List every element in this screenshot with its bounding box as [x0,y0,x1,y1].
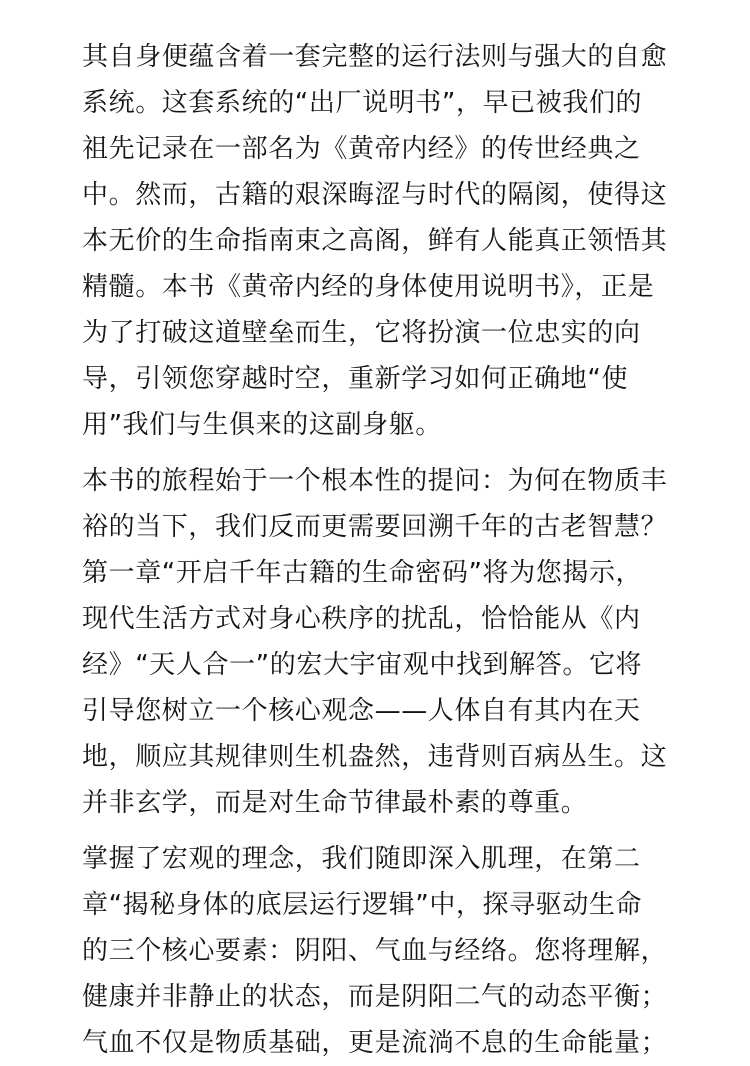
text-line: 中。然而，古籍的艰深晦涩与时代的隔阂，使得这 [82,180,668,210]
text-line: 系统。这套系统的“出厂说明书”，早已被我们的 [82,88,643,118]
text-line: 导，引领您穿越时空，重新学习如何正确地“使 [82,364,629,394]
text-line: 其自身便蕴含着一套完整的运行法则与强大的自愈 [82,42,668,72]
text-line: 的三个核心要素：阴阳、气血与经络。您将理解， [82,936,668,966]
text-line: 第一章“开启千年古籍的生命密码”将为您揭示， [82,558,643,588]
text-line: 引导您树立一个核心观念——人体自有其内在天 [82,696,641,726]
text-line: 现代生活方式对身心秩序的扰乱，恰恰能从《内 [82,604,641,634]
text-line: 裕的当下，我们反而更需要回溯千年的古老智慧？ [82,512,668,542]
paragraph-1 [82,34,682,448]
text-line: 祖先记录在一部名为《黄帝内经》的传世经典之 [82,134,641,164]
text-line: 章“揭秘身体的底层运行逻辑”中，探寻驱动生命 [82,890,643,920]
document-page [82,34,682,1058]
paragraph-2 [82,458,682,826]
text-line: 本无价的生命指南束之高阁，鲜有人能真正领悟其 [82,226,668,256]
text-line: 并非玄学，而是对生命节律最朴素的尊重。 [82,788,588,818]
text-line: 气血不仅是物质基础，更是流淌不息的生命能量； [82,1028,668,1058]
text-line: 掌握了宏观的理念，我们随即深入肌理，在第二 [82,844,641,874]
text-line: 精髓。本书《黄帝内经的身体使用说明书》，正是 [82,272,655,302]
text-line: 为了打破这道壁垒而生，它将扮演一位忠实的向 [82,318,641,348]
text-line: 经》“天人合一”的宏大宇宙观中找到解答。它将 [82,650,643,680]
text-line: 地，顺应其规律则生机盎然，违背则百病丛生。这 [82,742,668,772]
text-line: 本书的旅程始于一个根本性的提问：为何在物质丰 [82,466,668,496]
paragraph-3 [82,836,682,1066]
text-line: 用”我们与生俱来的这副身躯。 [82,410,442,440]
text-line: 健康并非静止的状态，而是阴阳二气的动态平衡； [82,982,668,1012]
